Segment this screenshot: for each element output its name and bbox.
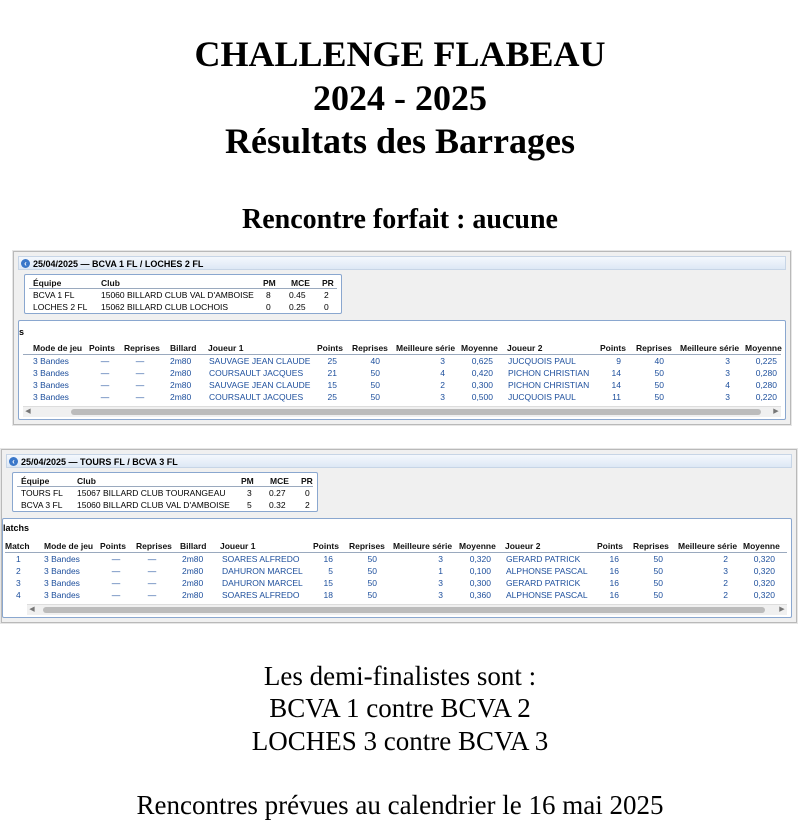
panel-header[interactable] [6,454,792,468]
col-header-club: Club [77,476,96,486]
matches-box [18,320,786,420]
col-header: Billard [180,541,207,551]
col-header: Joueur 2 [505,541,541,551]
table-row[interactable]: 1 3 Bandes — — 2m80 SOARES ALFREDO 16 50 3 0,320 GERARD PATRICK 16 50 2 0,320 [16,554,775,564]
table-row[interactable]: 3 Bandes — — 2m80 SAUVAGE JEAN CLAUDE 25 40 3 0,625 JUCQUOIS PAUL 9 40 3 0,225 [33,356,777,366]
semifinal-match-2: LOCHES 3 contre BCVA 3 [251,726,549,756]
scroll-left-icon[interactable]: ◀ [29,606,35,613]
col-header-equipe: Équipe [33,278,62,288]
col-header: Billard [170,343,197,353]
col-header: Reprises [349,541,385,551]
col-header: Reprises [124,343,160,353]
col-header-pr: PR [301,476,313,486]
col-header: Points [317,343,343,353]
col-header: Joueur 2 [507,343,543,353]
col-header: Match [5,541,30,551]
col-header: Moyenne [459,541,496,551]
col-header: Mode de jeu [44,541,94,551]
col-header: Reprises [136,541,172,551]
scroll-right-icon[interactable]: ▶ [779,606,785,613]
col-header-equipe: Équipe [21,476,50,486]
back-arrow-icon[interactable]: ‹ [21,259,30,268]
col-header-mce: MCE [291,278,310,288]
panel-title: 25/04/2025 — BCVA 1 FL / LOCHES 2 FL [33,259,204,269]
section-label: s [19,327,25,337]
panel-title: 25/04/2025 — TOURS FL / BCVA 3 FL [21,457,178,467]
col-header: Meilleure série [393,541,453,551]
scroll-thumb[interactable] [71,409,761,415]
col-header: Reprises [633,541,669,551]
semifinal-match-1: BCVA 1 contre BCVA 2 [269,693,531,723]
page-title-line2: 2024 - 2025 [313,78,487,118]
table-row[interactable]: 3 Bandes — — 2m80 COURSAULT JACQUES 21 50 4 0,420 PICHON CHRISTIAN 14 50 3 0,280 [33,368,777,378]
col-header: Meilleure série [680,343,740,353]
col-header-pm: PM [263,278,276,288]
col-header: Points [600,343,626,353]
table-row[interactable]: 3 3 Bandes — — 2m80 DAHURON MARCEL 15 50 3 0,300 GERARD PATRICK 16 50 2 0,320 [16,578,775,588]
col-header: Points [313,541,339,551]
col-header: Mode de jeu [33,343,83,353]
col-header: Moyenne [745,343,782,353]
scroll-thumb[interactable] [43,607,765,613]
back-arrow-icon[interactable]: ‹ [9,457,18,466]
horizontal-scrollbar[interactable] [23,406,781,417]
forfait-text: Rencontre forfait : aucune [242,204,558,235]
panel-header[interactable] [18,256,786,270]
match-panel-1 [13,251,791,425]
table-row[interactable]: 4 3 Bandes — — 2m80 SOARES ALFREDO 18 50 3 0,360 ALPHONSE PASCAL 16 50 2 0,320 [16,590,775,600]
horizontal-scrollbar[interactable] [27,604,787,615]
section-label: latchs [3,523,30,533]
col-header: Moyenne [743,541,780,551]
col-header-pr: PR [322,278,334,288]
page-title-line3: Résultats des Barrages [225,121,575,161]
col-header: Points [597,541,623,551]
col-header: Meilleure série [678,541,738,551]
scroll-left-icon[interactable]: ◀ [25,408,31,415]
col-header-mce: MCE [270,476,289,486]
col-header: Meilleure série [396,343,456,353]
col-header: Reprises [352,343,388,353]
teams-box: Équipe Club PM MCE PR TOURS FL 15067 BILLARD CLUB TOURANGEAU 3 0.27 0 BCVA 3 FL 15060 BILLARD CLUB VAL D'AMBOISE 5 0.32 2 [12,472,318,512]
scroll-right-icon[interactable]: ▶ [773,408,779,415]
table-row[interactable]: 3 Bandes — — 2m80 COURSAULT JACQUES 25 50 3 0,500 JUCQUOIS PAUL 11 50 3 0,220 [33,392,777,402]
page-title-line1: CHALLENGE FLABEAU [194,34,606,74]
col-header: Joueur 1 [220,541,256,551]
semifinal-intro: Les demi-finalistes sont : [263,661,537,691]
match-panel-2 [1,449,797,623]
matches-box [2,518,792,618]
table-row[interactable]: 3 Bandes — — 2m80 SAUVAGE JEAN CLAUDE 15 50 2 0,300 PICHON CHRISTIAN 14 50 4 0,280 [33,380,777,390]
teams-box: Équipe Club PM MCE PR BCVA 1 FL 15060 BILLARD CLUB VAL D'AMBOISE 8 0.45 2 LOCHES 2 FL 15062 BILLARD CLUB LOCHOIS 0 0.25 0 [24,274,342,314]
col-header-pm: PM [241,476,254,486]
col-header: Points [89,343,115,353]
col-header: Moyenne [461,343,498,353]
col-header: Reprises [636,343,672,353]
col-header: Points [100,541,126,551]
schedule-note: Rencontres prévues au calendrier le 16 mai 2025 [136,790,664,820]
col-header-club: Club [101,278,120,288]
table-row[interactable]: 2 3 Bandes — — 2m80 DAHURON MARCEL 5 50 1 0,100 ALPHONSE PASCAL 16 50 3 0,320 [16,566,775,576]
col-header: Joueur 1 [208,343,244,353]
